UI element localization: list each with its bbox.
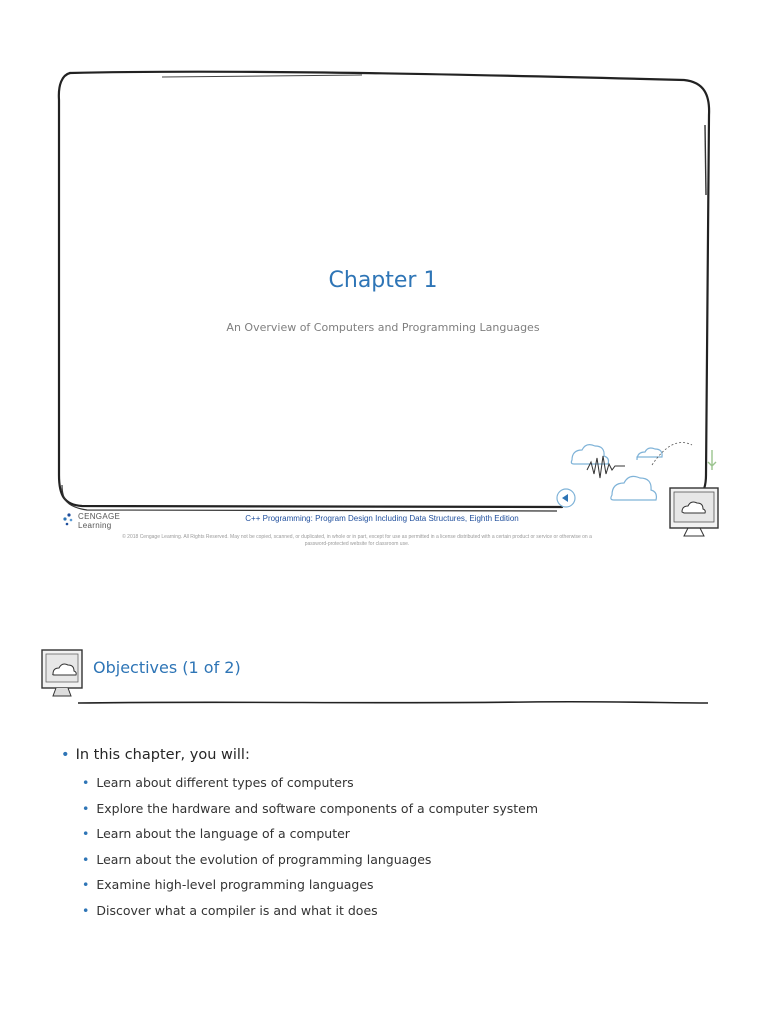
monitor-cloud-icon — [670, 488, 718, 536]
list-item: • Examine high-level programming languages — [82, 877, 538, 903]
monitor-cloud-icon — [41, 646, 83, 702]
cengage-logo-icon — [62, 512, 76, 528]
objectives-list — [82, 775, 538, 929]
title-slide — [42, 55, 724, 555]
list-item: • Learn about the evolution of programming languages — [82, 852, 538, 878]
footer-book-title: C++ Programming: Program Design Including Data Structures, Eighth Edition — [245, 514, 519, 523]
logo-line-2: Learning — [78, 521, 112, 530]
copyright-notice: © 2018 Cengage Learning. All Rights Reserved. May not be copied, scanned, or duplicated, in whole or in part, except for use as permitted in a license distributed with a certain product or service or otherwise on a password-protected website for classroom use. — [122, 534, 592, 547]
list-item: • Explore the hardware and software components of a computer system — [82, 801, 538, 827]
slide-title: Chapter 1 — [328, 268, 438, 293]
list-item: • Discover what a compiler is and what it does — [82, 903, 538, 929]
slide-subtitle: An Overview of Computers and Programming Languages — [226, 321, 540, 334]
list-item: • Learn about different types of computers — [82, 775, 538, 801]
cloud-devices-illustration — [552, 420, 724, 555]
logo-line-1: CENGAGE — [78, 512, 121, 521]
title-underline — [78, 700, 708, 706]
list-item: • Learn about the language of a computer — [82, 826, 538, 852]
objectives-slide — [38, 640, 728, 960]
objectives-intro: • In this chapter, you will: — [61, 747, 250, 763]
slide-title: Objectives (1 of 2) — [93, 658, 241, 677]
